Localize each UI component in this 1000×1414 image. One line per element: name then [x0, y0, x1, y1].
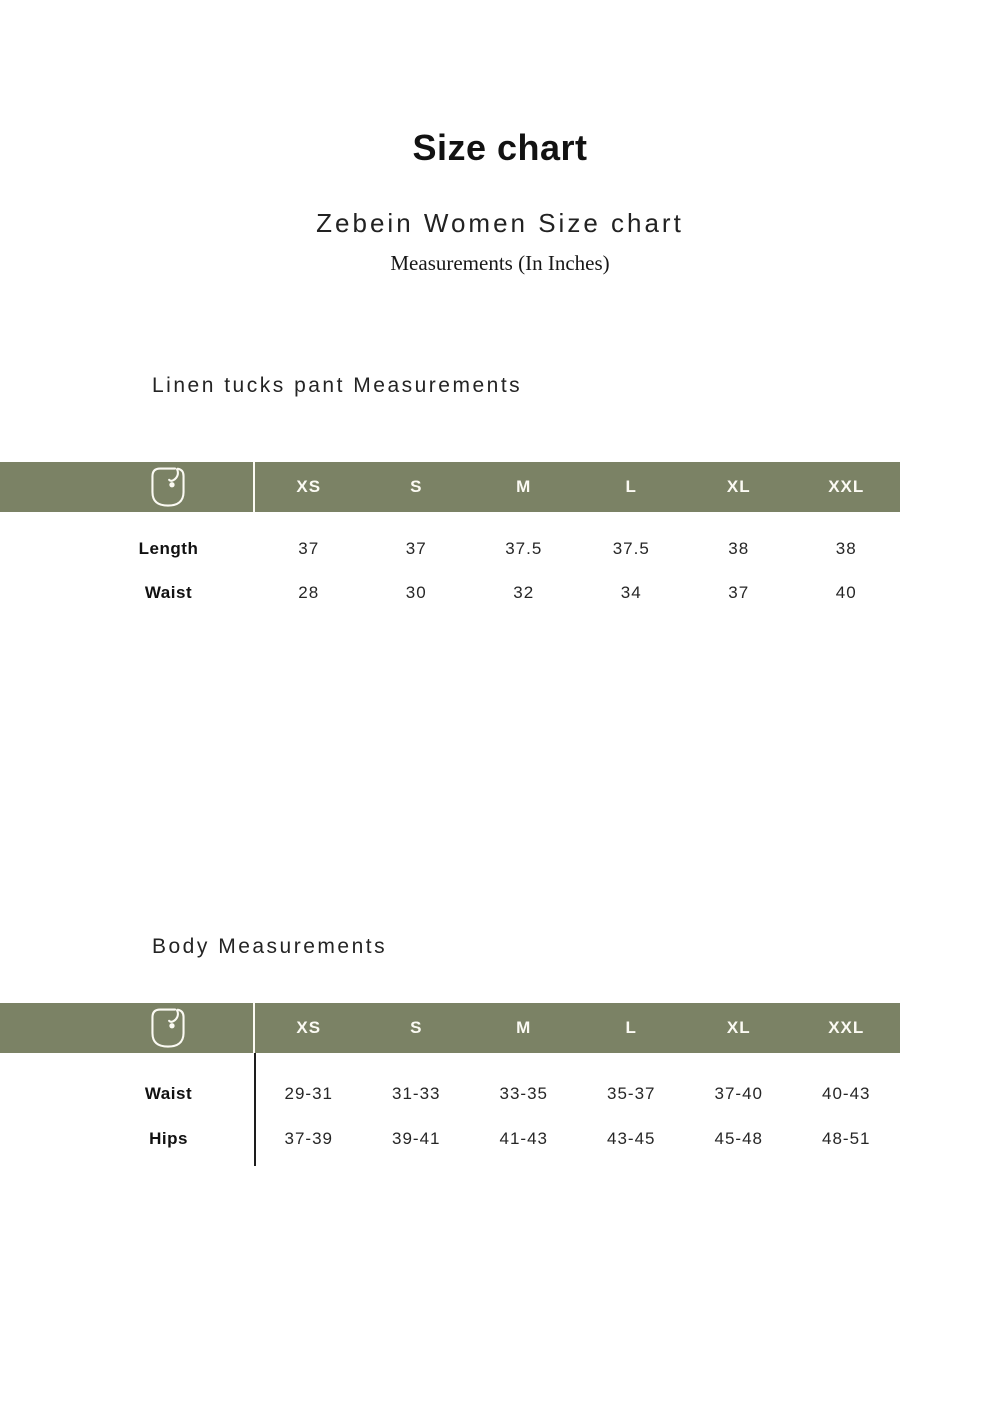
zebein-leaf-logo-icon	[150, 1007, 186, 1049]
size-header-xs: XS	[296, 477, 322, 496]
body-waist-s-value: 31-33	[392, 1083, 441, 1103]
table-row-length	[0, 527, 900, 571]
length-s-value: 37	[405, 539, 427, 558]
size-header-xxl: XXL	[828, 477, 865, 496]
size-header-xs: XS	[296, 1018, 322, 1037]
section-title-body-measurements: Body Measurements	[152, 935, 388, 958]
body-table-header-row	[0, 1003, 900, 1053]
brand-logo-cell	[0, 462, 255, 512]
length-xl-value: 38	[728, 539, 750, 558]
waist-xxl-value: 40	[835, 583, 857, 602]
size-header-m: M	[516, 1018, 532, 1037]
body-table-body	[0, 1053, 900, 1161]
size-header-l: L	[625, 477, 637, 496]
pant-table-body	[0, 512, 900, 615]
table-row-hips	[0, 1116, 900, 1161]
table-row-waist	[0, 571, 900, 615]
brand-logo-cell	[0, 1003, 255, 1053]
waist-xs-value: 28	[298, 583, 320, 602]
waist-xl-value: 37	[728, 583, 750, 602]
length-l-value: 37.5	[612, 539, 650, 558]
length-xxl-value: 38	[835, 539, 857, 558]
table-row-waist	[0, 1071, 900, 1116]
section-title-pant-measurements: Linen tucks pant Measurements	[152, 374, 523, 397]
hips-xxl-value: 48-51	[822, 1128, 871, 1148]
row-label: Waist	[144, 1083, 193, 1103]
hips-xl-value: 45-48	[714, 1128, 763, 1148]
size-header-l: L	[625, 1018, 637, 1037]
size-header-xl: XL	[726, 1018, 751, 1037]
page-subtitle: Zebein Women Size chart	[316, 208, 684, 238]
hips-xs-value: 37-39	[284, 1128, 333, 1148]
hips-s-value: 39-41	[392, 1128, 441, 1148]
size-header-s: S	[410, 477, 423, 496]
size-header-s: S	[410, 1018, 423, 1037]
body-waist-xl-value: 37-40	[714, 1083, 763, 1103]
row-label: Hips	[149, 1128, 188, 1148]
page-title: Size chart	[412, 127, 588, 168]
pant-table-header-row	[0, 462, 900, 512]
body-waist-xs-value: 29-31	[284, 1083, 333, 1103]
waist-s-value: 30	[405, 583, 427, 602]
body-measurements-table	[0, 1003, 1000, 1161]
hips-l-value: 43-45	[607, 1128, 656, 1148]
zebein-leaf-logo-icon	[150, 466, 186, 508]
row-label: Length	[138, 539, 199, 558]
waist-l-value: 34	[620, 583, 642, 602]
size-header-xxl: XXL	[828, 1018, 865, 1037]
body-waist-m-value: 33-35	[499, 1083, 548, 1103]
length-xs-value: 37	[298, 539, 320, 558]
hips-m-value: 41-43	[499, 1128, 548, 1148]
units-note: Measurements (In Inches)	[390, 251, 610, 275]
size-header-xl: XL	[726, 477, 751, 496]
column-divider-line	[254, 1053, 256, 1166]
waist-m-value: 32	[513, 583, 535, 602]
row-label: Waist	[144, 583, 193, 602]
body-waist-l-value: 35-37	[607, 1083, 656, 1103]
pant-measurements-table	[0, 462, 1000, 615]
body-waist-xxl-value: 40-43	[822, 1083, 871, 1103]
size-header-m: M	[516, 477, 532, 496]
length-m-value: 37.5	[505, 539, 543, 558]
